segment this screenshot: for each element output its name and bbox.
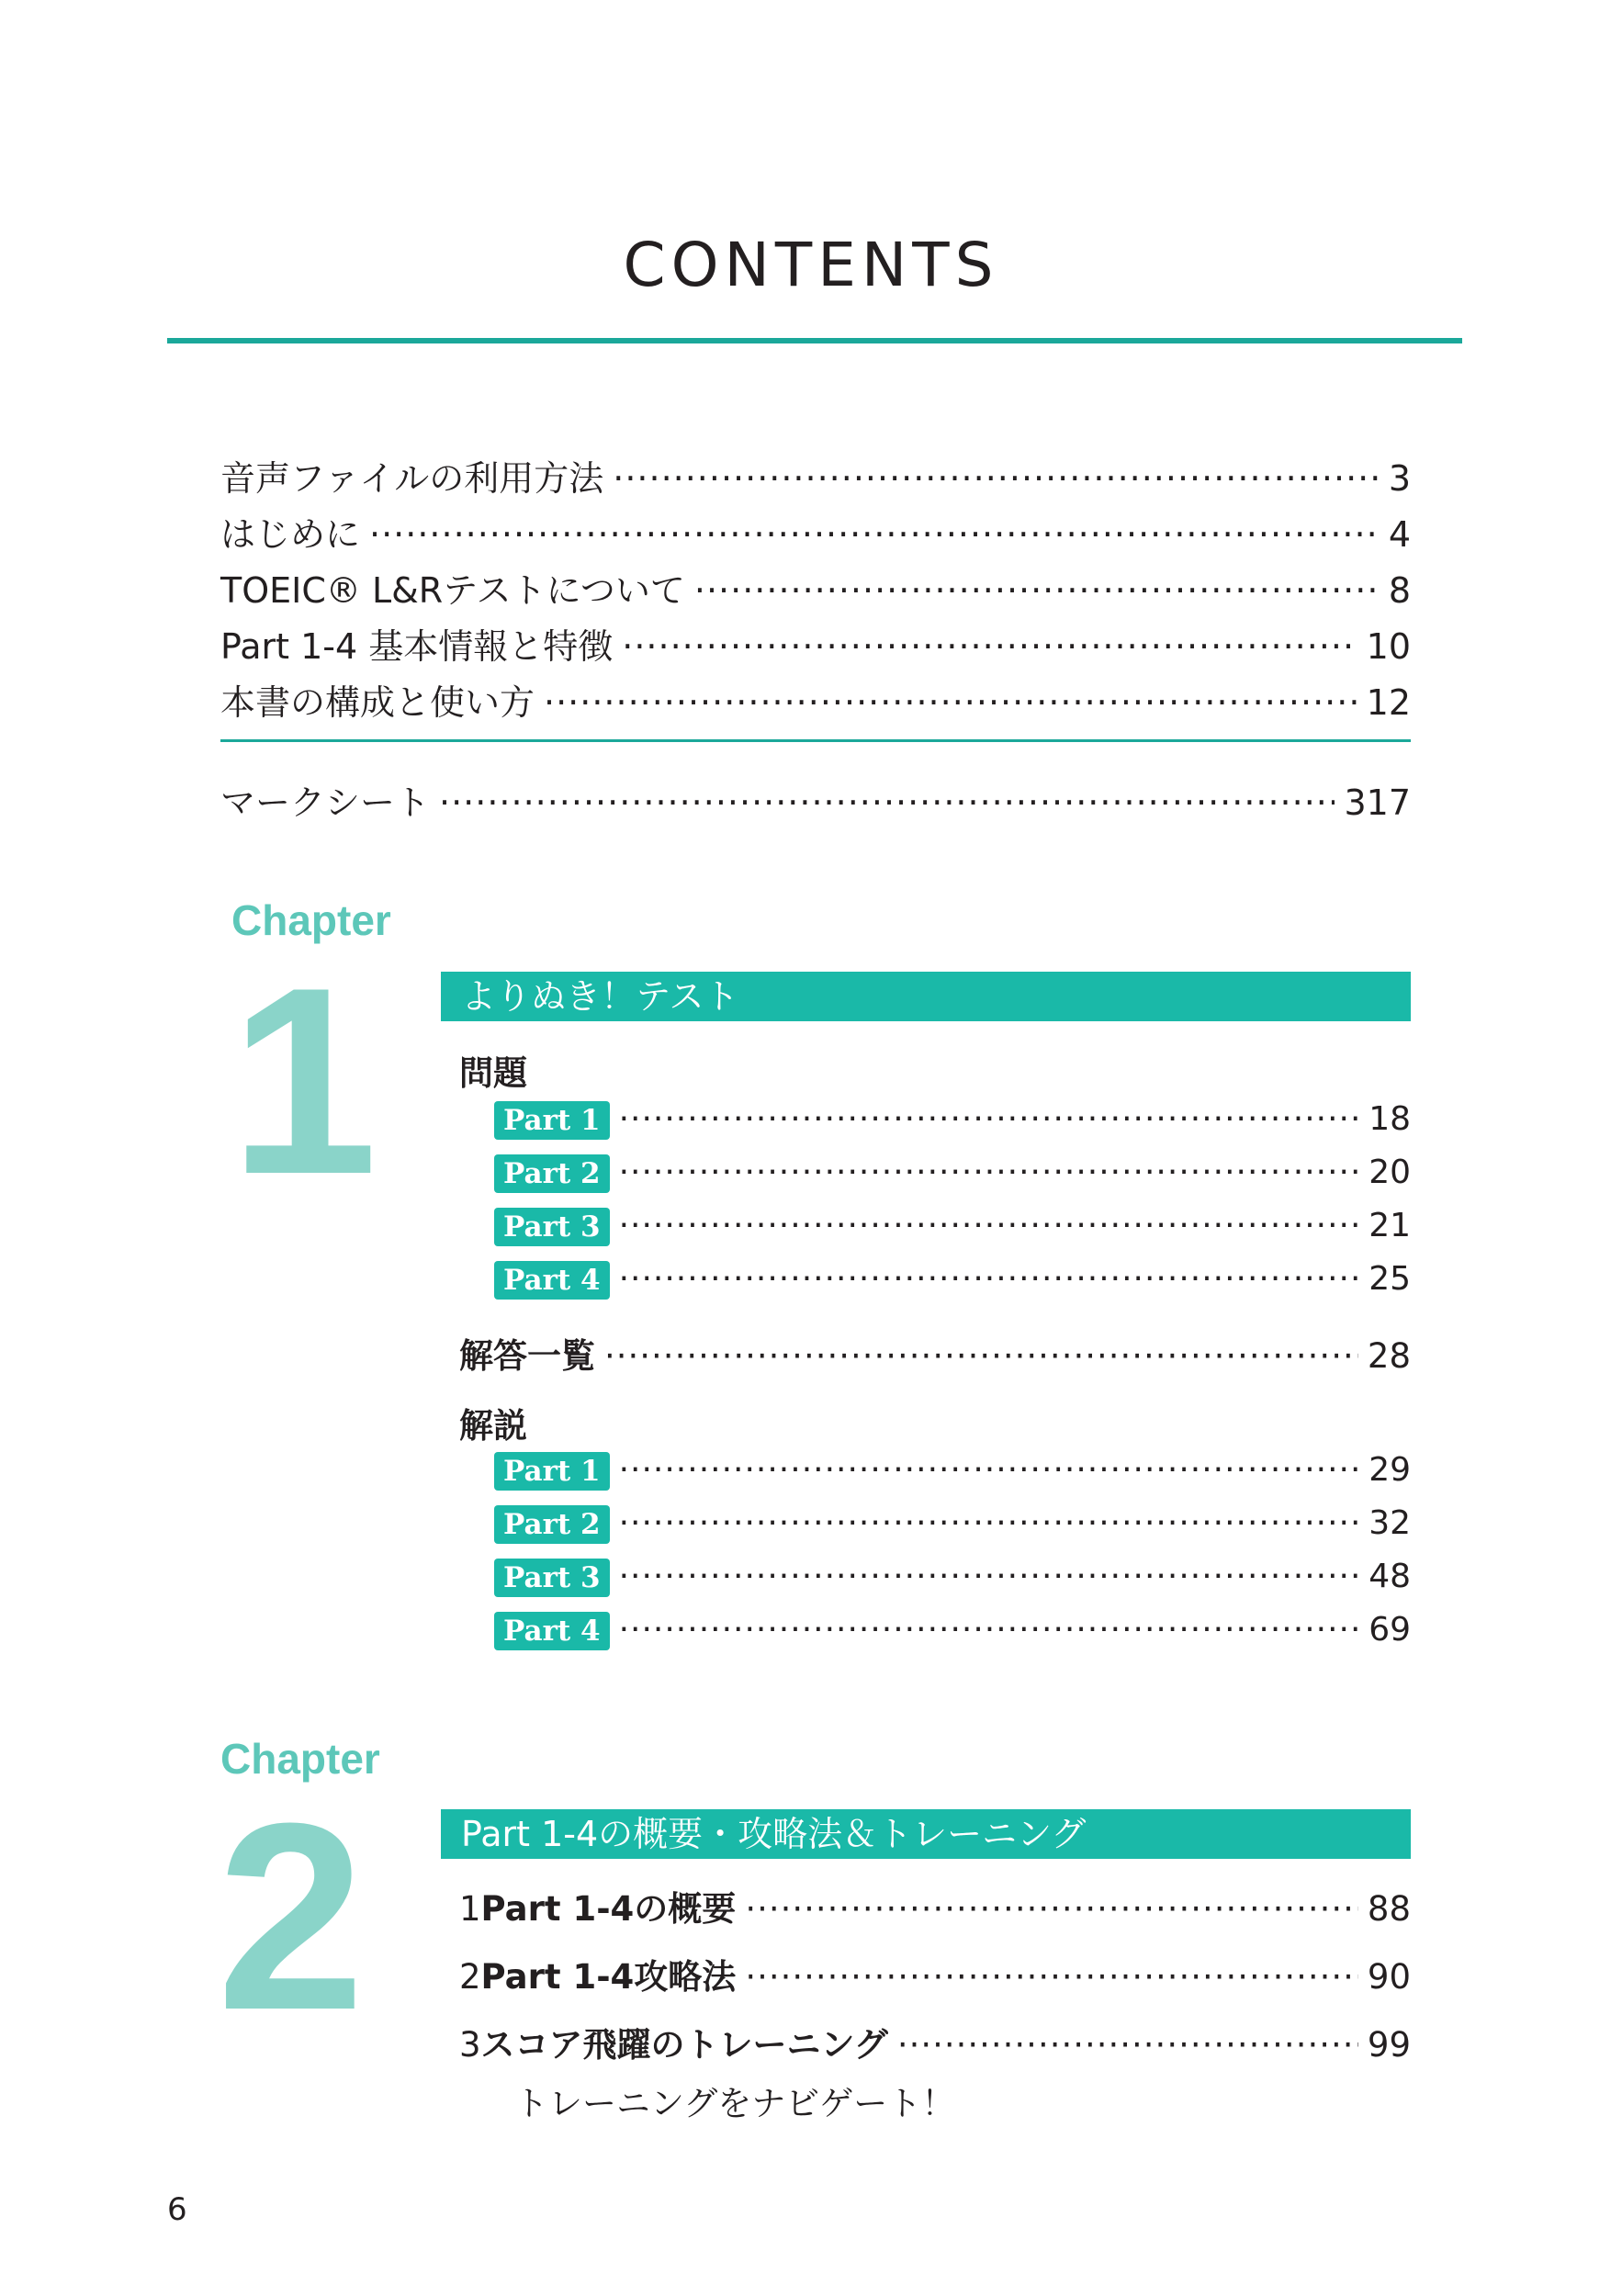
section-divider xyxy=(220,739,1411,742)
toc-entry-explanation-part1[interactable] xyxy=(494,1451,1411,1491)
toc-entry-page: 8 xyxy=(1388,570,1411,611)
toc-entry-question-part2[interactable] xyxy=(494,1154,1411,1193)
leader-dots xyxy=(694,570,1380,611)
toc-entry-label: はじめに xyxy=(220,514,361,555)
explanations-heading: 解説 xyxy=(459,1406,527,1446)
toc-entry-part-info[interactable] xyxy=(220,618,1411,669)
toc-entry-page: 12 xyxy=(1366,682,1411,723)
toc-entry-page: 25 xyxy=(1369,1260,1411,1298)
part-badge: Part 1 xyxy=(494,1452,610,1491)
leader-dots xyxy=(619,1260,1360,1298)
part-badge: Part 3 xyxy=(494,1559,610,1597)
toc-entry-page: 88 xyxy=(1367,1889,1411,1929)
toc-entry-page: 29 xyxy=(1369,1451,1411,1489)
toc-entry-label: Part 1-4の概要 xyxy=(480,1889,737,1929)
part-badge: Part 4 xyxy=(494,1612,610,1650)
toc-entry-question-part3[interactable] xyxy=(494,1207,1411,1246)
part-badge: Part 4 xyxy=(494,1261,610,1300)
chapter-1-banner: よりぬき！テスト xyxy=(441,972,1411,1021)
chapter-1-label: Chapter xyxy=(231,896,391,944)
toc-entry-page: 69 xyxy=(1369,1611,1411,1649)
leader-dots xyxy=(619,1154,1360,1191)
toc-entry-page: 20 xyxy=(1369,1154,1411,1191)
chapter-2-label: Chapter xyxy=(220,1735,380,1783)
leader-dots xyxy=(619,1100,1360,1138)
toc-entry-page: 317 xyxy=(1344,782,1411,823)
toc-entry-page: 3 xyxy=(1388,458,1411,499)
toc-entry-label: スコア飛躍のトレーニング xyxy=(480,2025,888,2065)
toc-entry-ch2-overview[interactable] xyxy=(459,1881,1411,1930)
leader-dots xyxy=(604,1336,1358,1376)
leader-dots xyxy=(619,1504,1360,1542)
leader-dots xyxy=(745,1957,1358,1997)
toc-entry-page: 32 xyxy=(1369,1504,1411,1542)
leader-dots xyxy=(745,1889,1358,1929)
toc-entry-explanation-part4[interactable] xyxy=(494,1611,1411,1650)
part-badge: Part 2 xyxy=(494,1154,610,1193)
leader-dots xyxy=(897,2025,1358,2065)
toc-entry-ch2-training[interactable] xyxy=(459,2017,1411,2066)
leader-dots xyxy=(619,1558,1360,1595)
toc-entry-page: 4 xyxy=(1388,514,1411,555)
leader-dots xyxy=(613,458,1380,499)
toc-entry-audio[interactable] xyxy=(220,450,1411,501)
toc-entry-label: マークシート xyxy=(220,782,431,823)
toc-entry-label: 音声ファイルの利用方法 xyxy=(220,458,604,499)
part-badge: Part 1 xyxy=(494,1101,610,1140)
page-number: 6 xyxy=(167,2191,187,2228)
toc-entry-answers[interactable] xyxy=(459,1328,1411,1378)
toc-entry-label: Part 1-4 基本情報と特徴 xyxy=(220,626,614,667)
toc-entry-mark-sheet[interactable] xyxy=(220,774,1411,825)
chapter-1-number: 1 xyxy=(230,932,378,1230)
toc-entry-question-part1[interactable] xyxy=(494,1100,1411,1140)
chapter-2-number: 2 xyxy=(217,1768,366,2065)
item-number: 1 xyxy=(459,1889,481,1929)
part-badge: Part 2 xyxy=(494,1505,610,1544)
leader-dots xyxy=(439,782,1335,823)
page-title: CONTENTS xyxy=(623,230,999,300)
training-subtitle: トレーニングをナビゲート！ xyxy=(514,2084,956,2123)
leader-dots xyxy=(619,1611,1360,1649)
questions-heading: 問題 xyxy=(459,1053,527,1093)
toc-entry-label: 解答一覧 xyxy=(459,1336,595,1376)
leader-dots xyxy=(369,514,1380,555)
item-number: 2 xyxy=(459,1957,481,1997)
leader-dots xyxy=(619,1451,1360,1489)
title-divider xyxy=(167,338,1462,343)
leader-dots xyxy=(619,1207,1360,1244)
toc-entry-toeic[interactable] xyxy=(220,562,1411,613)
part-badge: Part 3 xyxy=(494,1208,610,1246)
toc-entry-question-part4[interactable] xyxy=(494,1260,1411,1300)
toc-entry-label: TOEIC® L&Rテストについて xyxy=(220,570,685,611)
toc-entry-page: 10 xyxy=(1366,626,1411,667)
toc-entry-structure[interactable] xyxy=(220,674,1411,725)
toc-entry-page: 99 xyxy=(1367,2025,1411,2065)
toc-entry-page: 28 xyxy=(1367,1336,1411,1376)
toc-entry-explanation-part2[interactable] xyxy=(494,1504,1411,1544)
leader-dots xyxy=(544,682,1357,723)
leader-dots xyxy=(622,626,1357,667)
toc-entry-ch2-strategy[interactable] xyxy=(459,1949,1411,1998)
chapter-2-banner: Part 1-4の概要・攻略法＆トレーニング xyxy=(441,1809,1411,1859)
toc-entry-page: 90 xyxy=(1367,1957,1411,1997)
toc-entry-label: 本書の構成と使い方 xyxy=(220,682,535,723)
toc-entry-page: 21 xyxy=(1369,1207,1411,1244)
toc-entry-page: 48 xyxy=(1369,1558,1411,1595)
toc-entry-intro[interactable] xyxy=(220,506,1411,557)
item-number: 3 xyxy=(459,2025,481,2065)
toc-entry-explanation-part3[interactable] xyxy=(494,1558,1411,1597)
toc-entry-page: 18 xyxy=(1369,1100,1411,1138)
toc-entry-label: Part 1-4攻略法 xyxy=(480,1957,737,1997)
